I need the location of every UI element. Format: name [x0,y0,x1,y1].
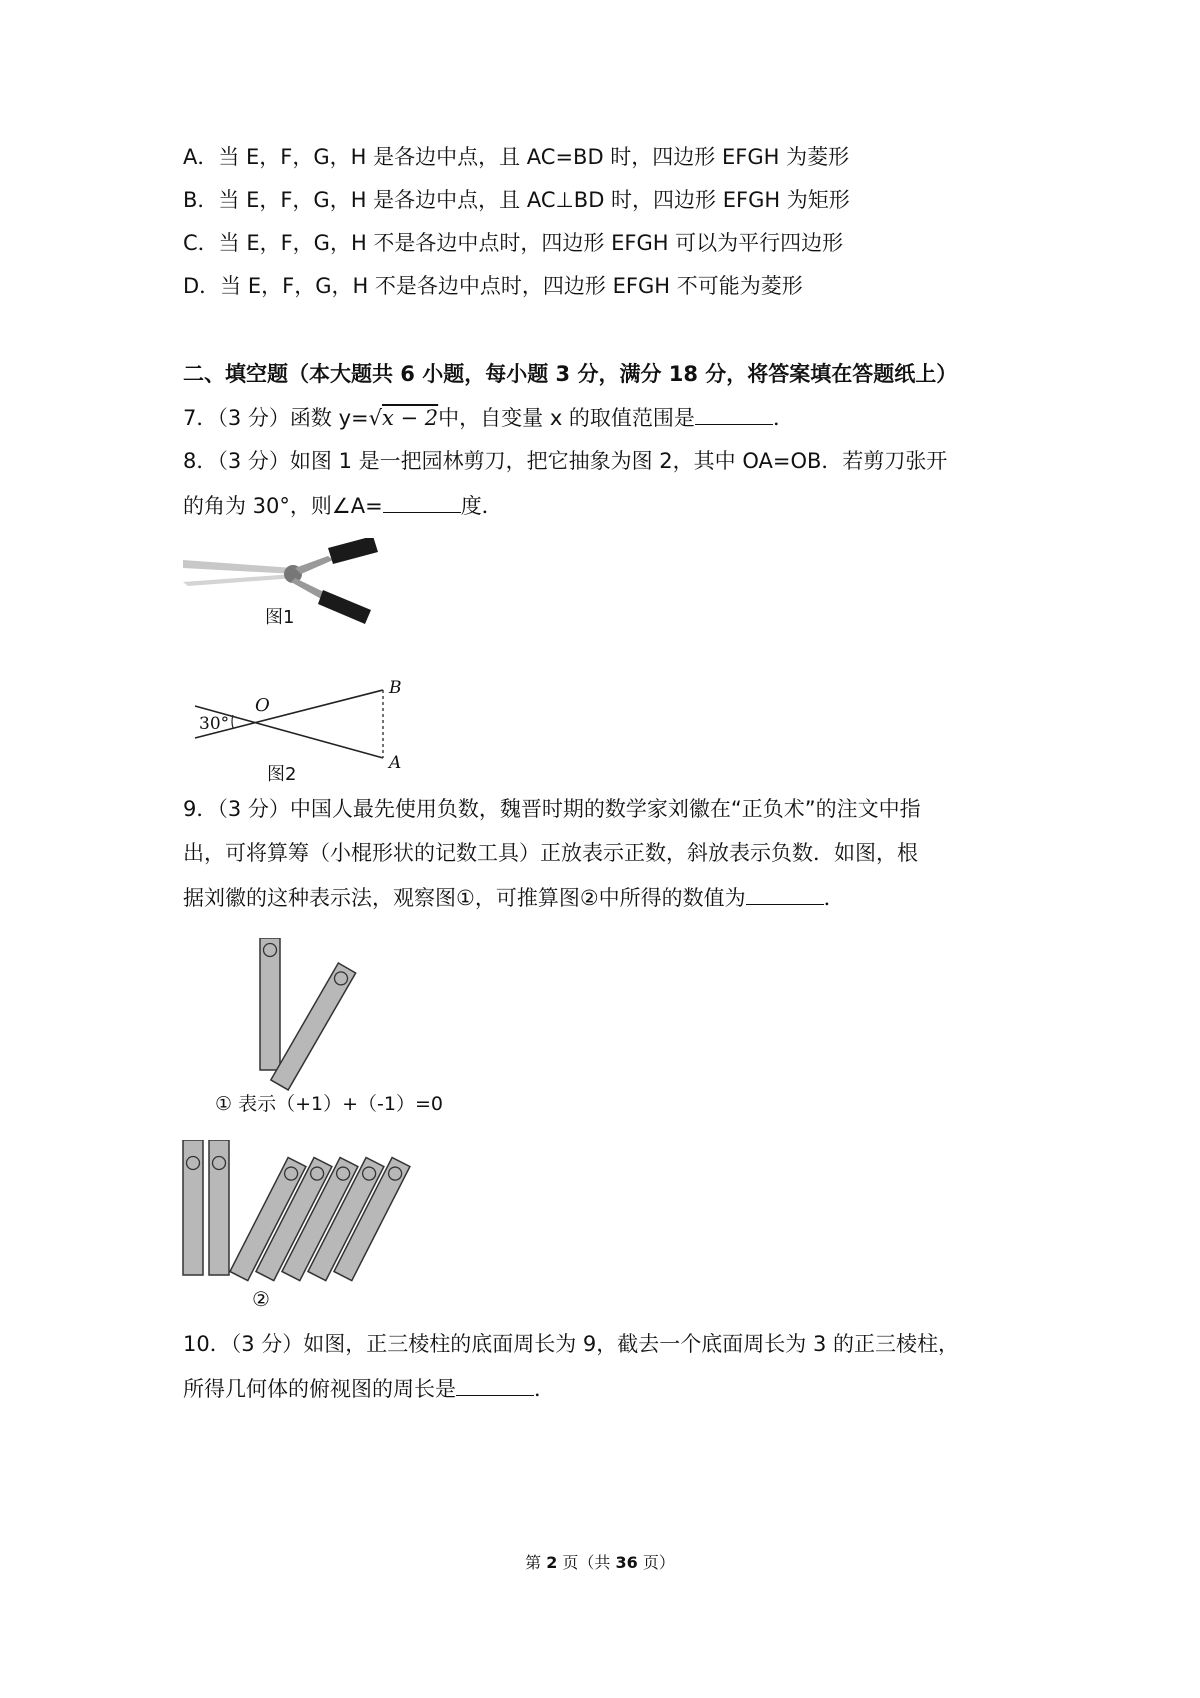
page-footer [0,1550,1200,1573]
q10-line2-suffix: ． [534,1377,555,1401]
q8-answer-blank [383,490,461,513]
footer-prefix: 第 [525,1553,547,1572]
option-b: B．当 E，F，G，H 是各边中点，且 AC⊥BD 时，四边形 EFGH 为矩形 [183,188,850,212]
q10-answer-blank [456,1373,534,1396]
rod-slanted [271,963,356,1090]
q8-line2-suffix: 度． [460,494,503,518]
fig1-label: 图1 [265,607,295,628]
q7-end: ． [772,406,794,430]
question-8-line1: 8．（3 分）如图 1 是一把园林剪刀，把它抽象为图 2，其中 OA=OB．若剪刀张开 [183,449,948,473]
q10-line2-prefix: 所得几何体的俯视图的周长是 [183,1377,456,1401]
question-8-line2 [183,490,503,521]
shears-blade-upper [183,560,295,574]
footer-total-pages: 36 [615,1553,638,1572]
point-o-label: O [255,695,270,716]
footer-page-number: 2 [546,1553,558,1572]
option-d: D．当 E，F，G，H 不是各边中点时，四边形 EFGH 不可能为菱形 [183,274,803,298]
shears-figure [183,538,393,646]
rod-upright-2 [209,1140,229,1275]
option-c: C．当 E，F，G，H 不是各边中点时，四边形 EFGH 可以为平行四边形 [183,231,844,255]
question-9-line2: 出，可将算筹（小棍形状的记数工具）正放表示正数，斜放表示负数．如图，根 [183,841,918,865]
rod-upright-1 [183,1140,203,1275]
counting-rods-figure-2 [180,1140,440,1312]
q7-prefix: 7．（3 分）函数 y= [183,406,369,430]
question-7 [183,402,794,433]
option-a: A．当 E，F，G，H 是各边中点，且 AC=BD 时，四边形 EFGH 为菱形 [183,145,850,169]
shears-handle-upper-neck [295,556,333,574]
q7-sqrt: √x − 2 [368,406,439,430]
angle-label: 30° [199,714,230,734]
fig2-label: 图2 [267,764,297,782]
fig1-caption: ① 表示（+1）+（-1）=0 [215,1093,443,1115]
question-9-line3 [183,882,845,913]
footer-suffix: 页） [637,1553,675,1572]
fig2-caption: ② [252,1287,270,1311]
shears-blade-lower [183,574,295,586]
geometry-figure-2 [183,676,413,782]
q9-line3-prefix: 据刘徽的这种表示法，观察图①，可推算图②中所得的数值为 [183,886,746,910]
section-heading: 二、填空题（本大题共 6 小题，每小题 3 分，满分 18 分，将答案填在答题纸上） [183,362,958,386]
q7-radicand: x − 2 [382,406,439,430]
angle-arc [232,715,233,728]
point-a-label: A [389,753,402,773]
question-10-line2 [183,1373,555,1404]
shears-handle-lower-grip [318,590,371,624]
q7-answer-blank [695,402,773,425]
point-b-label: B [389,678,402,698]
q8-line2-prefix: 的角为 30°，则∠A= [183,494,383,518]
rod-upright [260,938,280,1070]
q9-line3-suffix: ． [823,886,845,910]
question-10-line1: 10．（3 分）如图，正三棱柱的底面周长为 9，截去一个底面周长为 3 的正三棱柱， [183,1332,960,1356]
footer-middle: 页（共 [557,1553,616,1572]
counting-rods-figure-1 [210,938,470,1118]
q7-suffix: 中，自变量 x 的取值范围是 [438,406,695,430]
question-9-line1: 9．（3 分）中国人最先使用负数，魏晋时期的数学家刘徽在“正负术”的注文中指 [183,797,921,821]
q9-answer-blank [746,882,824,905]
shears-handle-upper-grip [328,538,378,564]
